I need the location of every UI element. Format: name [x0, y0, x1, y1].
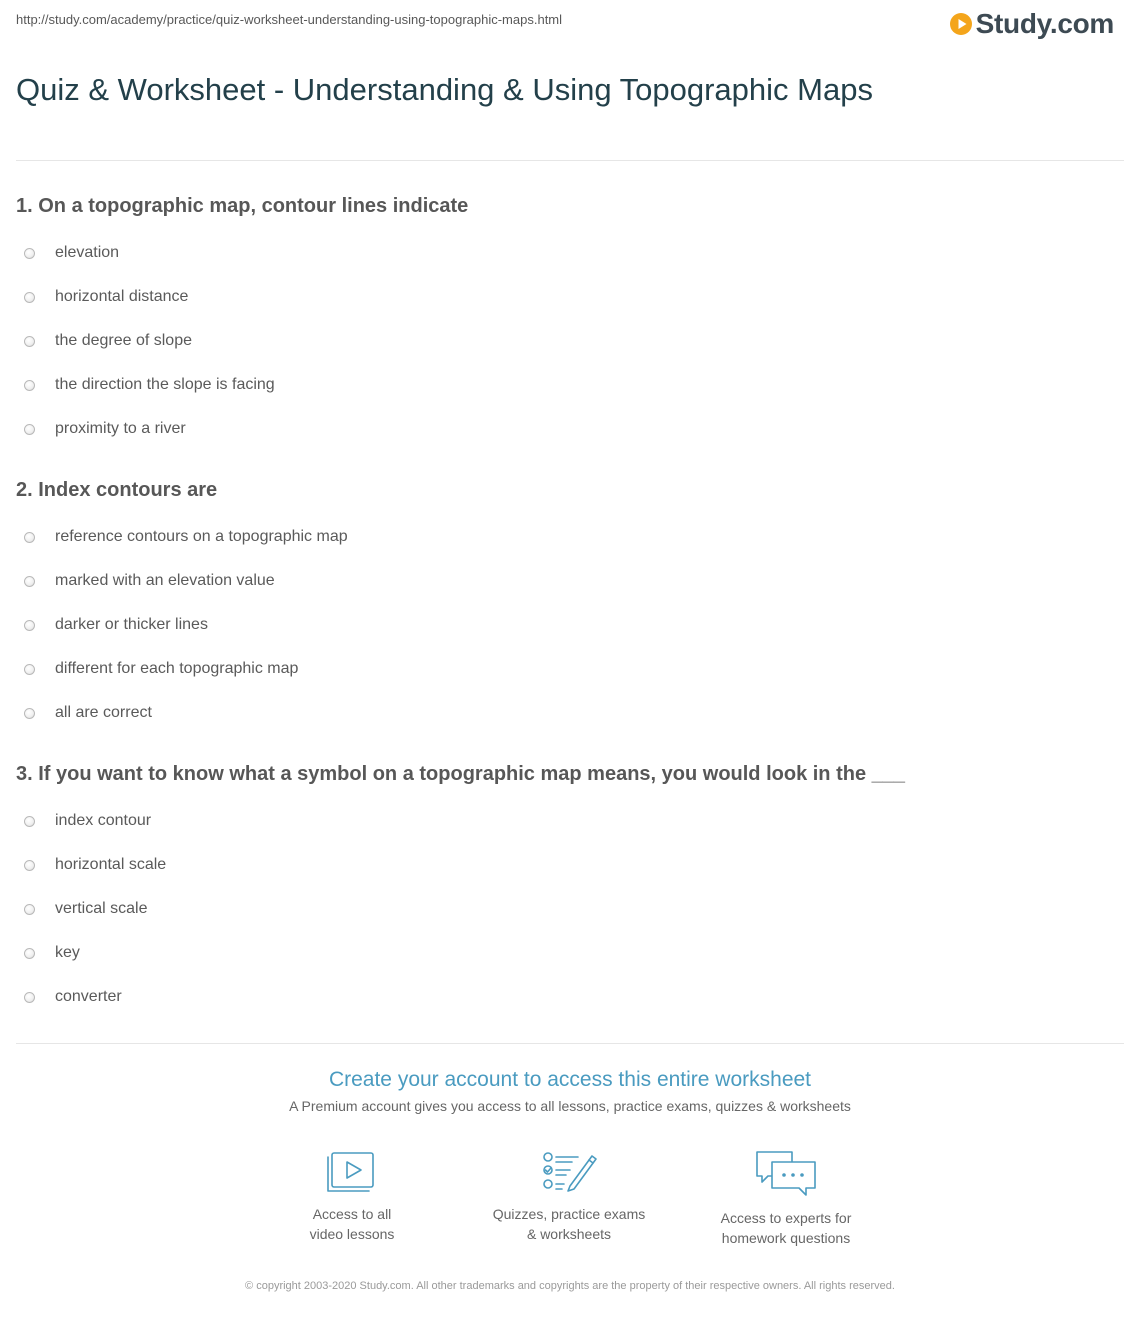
answer-option[interactable] [16, 975, 1124, 1019]
option-label: horizontal scale [55, 856, 167, 873]
answer-options [16, 515, 1124, 735]
radio-icon[interactable] [24, 992, 35, 1003]
feature-experts [686, 1148, 886, 1248]
answer-option[interactable] [16, 319, 1124, 363]
answer-option[interactable] [16, 515, 1124, 559]
radio-icon[interactable] [24, 708, 35, 719]
footer [0, 1276, 1140, 1295]
option-label: the degree of slope [55, 332, 192, 349]
answer-option[interactable] [16, 275, 1124, 319]
option-label: proximity to a river [55, 420, 186, 437]
header-divider [16, 160, 1124, 161]
feature-line-2: video lessons [309, 1226, 395, 1242]
radio-icon[interactable] [24, 380, 35, 391]
answer-option[interactable] [16, 407, 1124, 451]
feature-video-lessons [252, 1148, 452, 1244]
radio-icon[interactable] [24, 816, 35, 827]
option-label: marked with an elevation value [55, 572, 275, 589]
question-3 [16, 761, 1124, 1019]
feature-quizzes [469, 1148, 669, 1244]
radio-icon[interactable] [24, 860, 35, 871]
feature-line-1: Access to experts for [720, 1210, 852, 1226]
option-label: darker or thicker lines [55, 616, 208, 633]
option-label: reference contours on a topographic map [55, 528, 348, 545]
answer-option[interactable] [16, 603, 1124, 647]
study-logo[interactable] [949, 8, 1114, 40]
content-divider [16, 1043, 1124, 1044]
question-2 [16, 477, 1124, 735]
chat-bubbles-icon [754, 1148, 818, 1198]
option-label: elevation [55, 244, 120, 261]
video-lesson-icon [325, 1148, 379, 1194]
answer-options [16, 799, 1124, 1019]
radio-icon[interactable] [24, 292, 35, 303]
answer-option[interactable] [16, 843, 1124, 887]
option-label: horizontal distance [55, 288, 189, 305]
question-text: 2. Index contours are [16, 479, 218, 501]
quiz-checklist-icon [540, 1148, 598, 1194]
answer-option[interactable] [16, 231, 1124, 275]
radio-icon[interactable] [24, 576, 35, 587]
radio-icon[interactable] [24, 904, 35, 915]
question-1 [16, 193, 1124, 451]
answer-option[interactable] [16, 691, 1124, 735]
radio-icon[interactable] [24, 532, 35, 543]
play-circle-icon [949, 12, 973, 36]
answer-option[interactable] [16, 363, 1124, 407]
page-title: Quiz & Worksheet - Understanding & Using Topographic Maps [16, 72, 873, 107]
feature-line-2: & worksheets [526, 1226, 612, 1242]
radio-icon[interactable] [24, 620, 35, 631]
option-label: vertical scale [55, 900, 148, 917]
option-label: all are correct [55, 704, 152, 721]
feature-line-1: Quizzes, practice exams [492, 1206, 646, 1222]
radio-icon[interactable] [24, 948, 35, 959]
radio-icon[interactable] [24, 664, 35, 675]
answer-option[interactable] [16, 931, 1124, 975]
question-text: 3. If you want to know what a symbol on a topographic map means, you would look in the ___ [16, 763, 906, 785]
cta-subtitle: A Premium account gives you access to all lessons, practice exams, quizzes & worksheets [289, 1098, 851, 1114]
answer-option[interactable] [16, 559, 1124, 603]
question-text: 1. On a topographic map, contour lines indicate [16, 195, 469, 217]
radio-icon[interactable] [24, 248, 35, 259]
answer-options [16, 231, 1124, 451]
answer-option[interactable] [16, 799, 1124, 843]
feature-line-1: Access to all [312, 1206, 392, 1222]
option-label: index contour [55, 812, 152, 829]
option-label: key [55, 944, 80, 961]
copyright-text: © copyright 2003-2020 Study.com. All other trademarks and copyrights are the property of their respective owners. All rights reserved. [245, 1280, 895, 1292]
radio-icon[interactable] [24, 424, 35, 435]
feature-line-2: homework questions [721, 1230, 851, 1246]
option-label: the direction the slope is facing [55, 376, 275, 393]
radio-icon[interactable] [24, 336, 35, 347]
signup-cta [0, 1066, 1140, 1114]
option-label: different for each topographic map [55, 660, 299, 677]
option-label: converter [55, 988, 122, 1005]
create-account-link[interactable]: Create your account to access this entire worksheet [328, 1068, 812, 1091]
page-url: http://study.com/academy/practice/quiz-worksheet-understanding-using-topographic-maps.html [16, 12, 563, 27]
answer-option[interactable] [16, 647, 1124, 691]
answer-option[interactable] [16, 887, 1124, 931]
logo-text: Study.com [975, 8, 1114, 39]
